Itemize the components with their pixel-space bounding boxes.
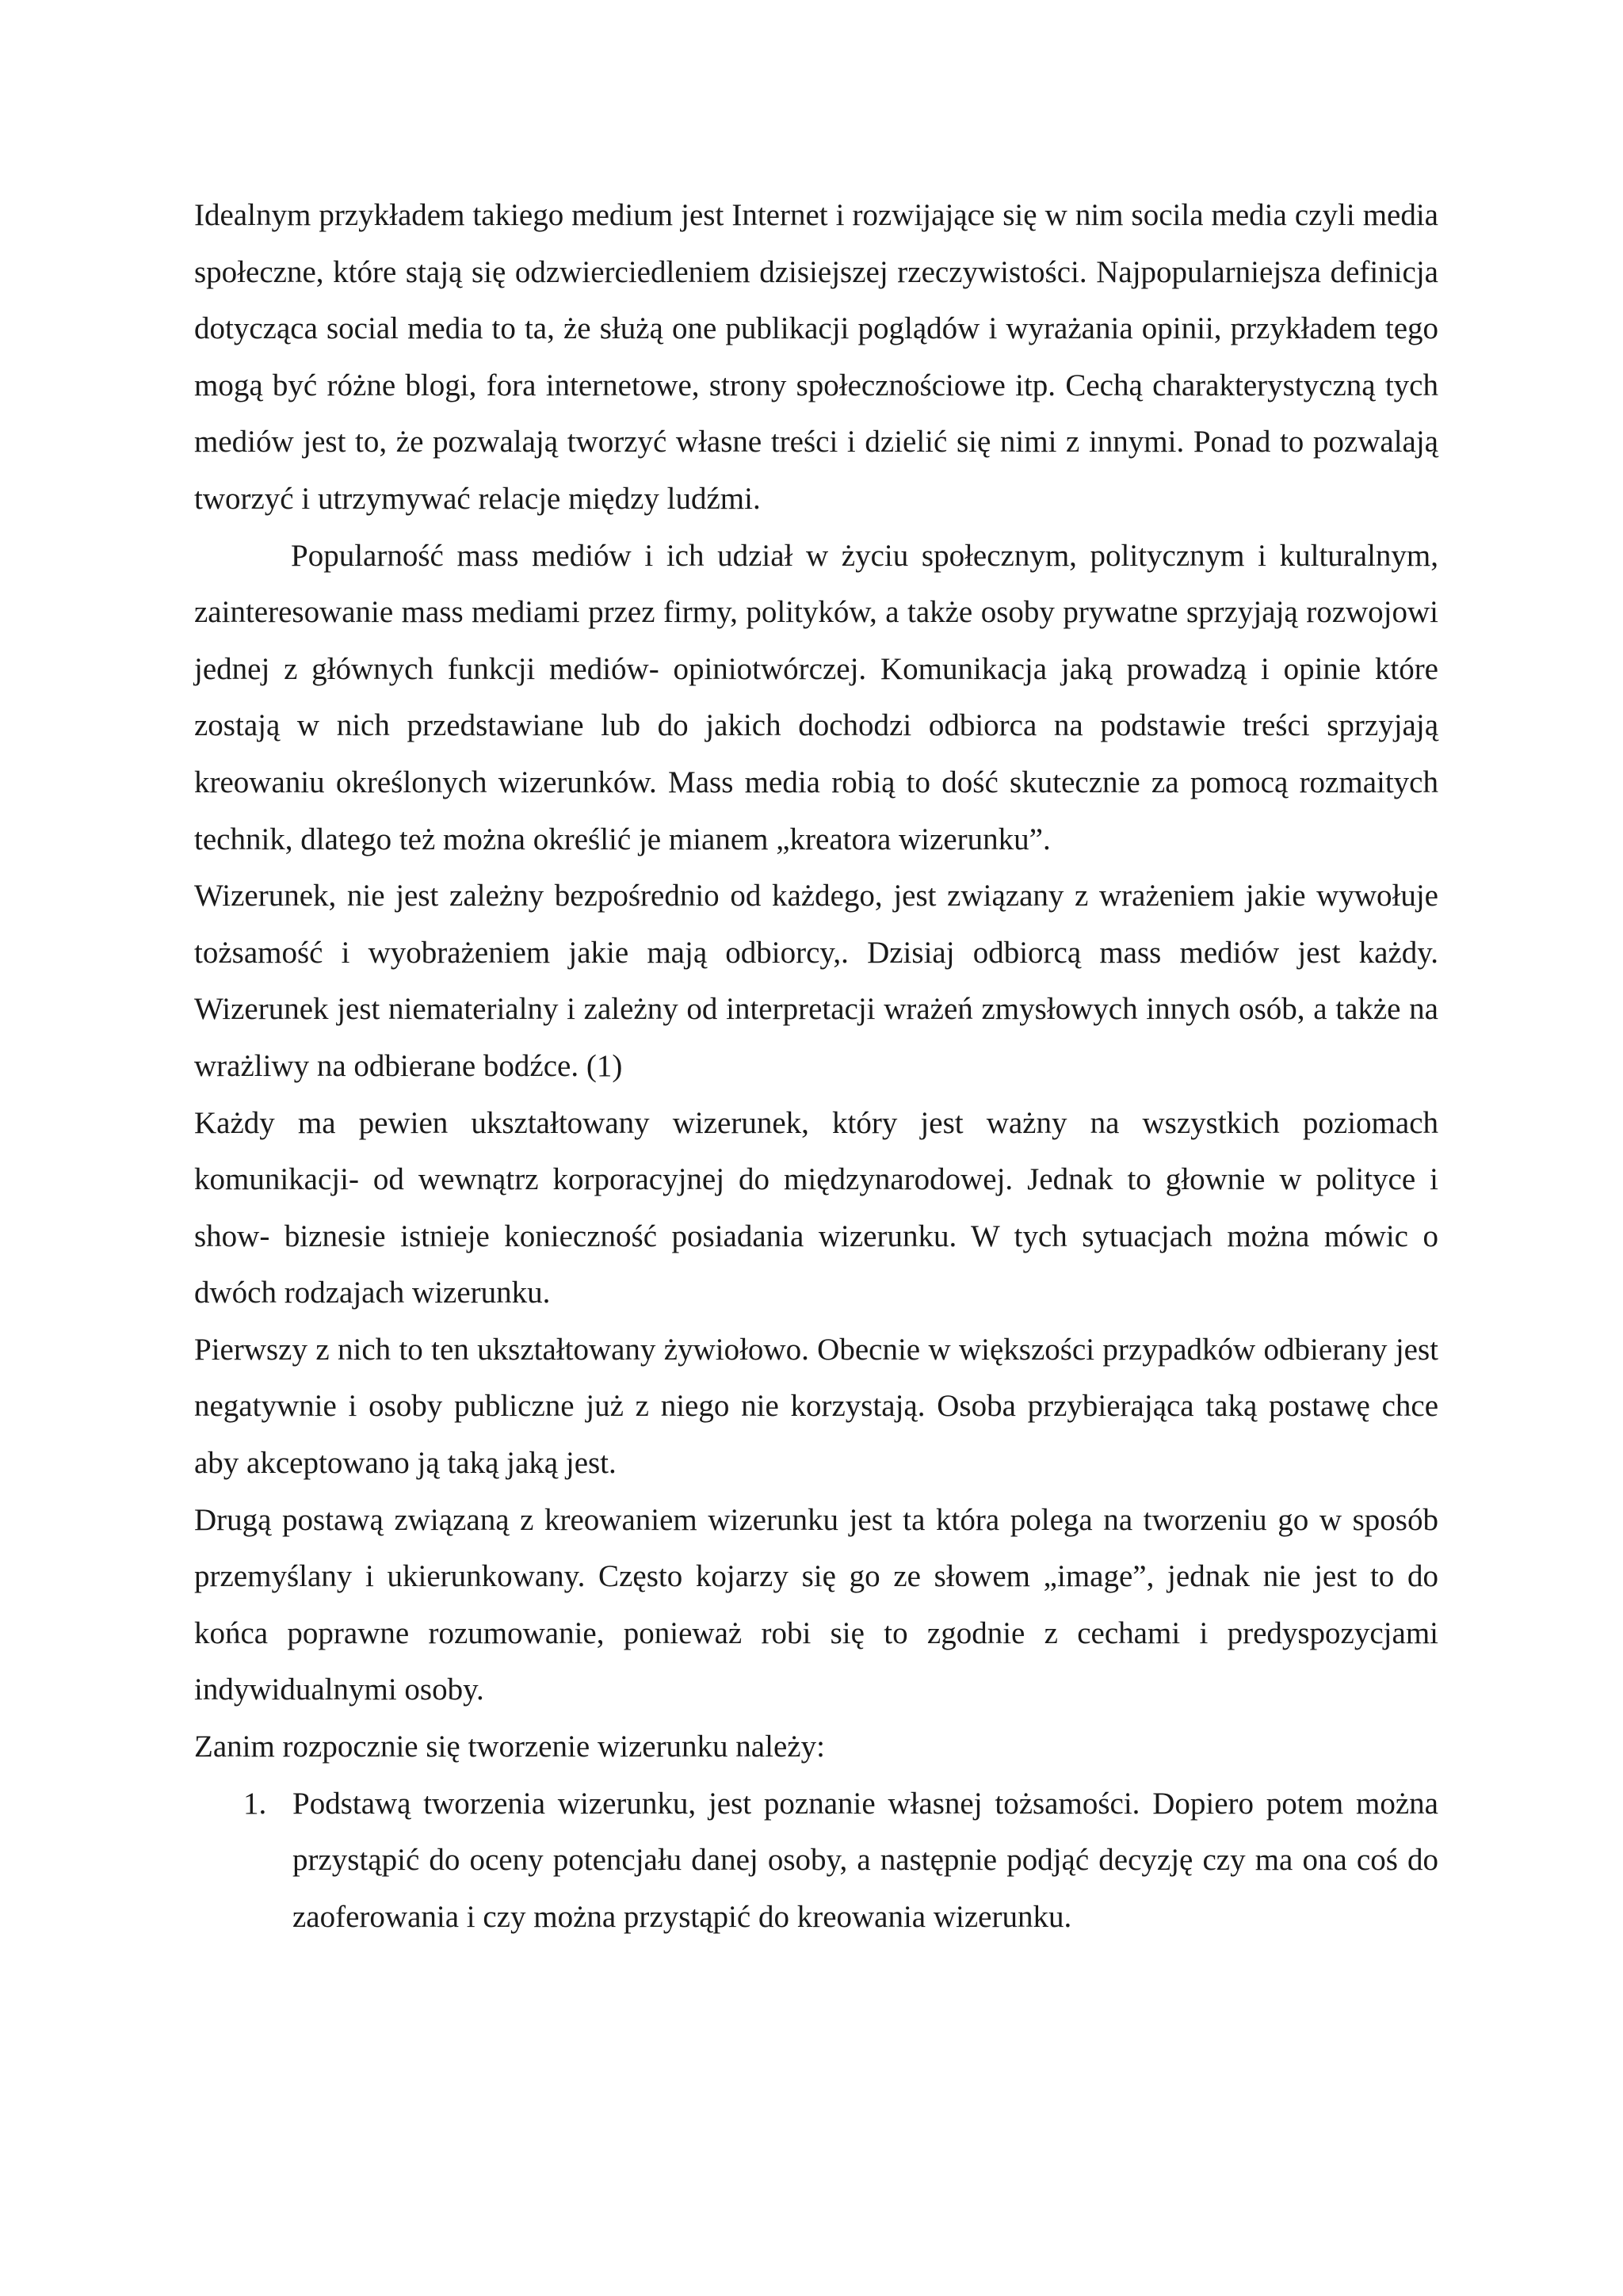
paragraph-spontaneous-image: Pierwszy z nich to ten ukształtowany żywiołowo. Obecnie w większości przypadków odbierany jest negatywnie i osoby publiczne już z niego nie korzystają. Osoba przybierająca taką postawę chce aby akceptowano ją taką jaką jest.: [194, 1332, 1438, 1481]
paragraph-image-definition: Wizerunek, nie jest zależny bezpośrednio od każdego, jest związany z wrażeniem jakie wywołuje tożsamość i wyobrażeniem jakie mają odbiorcy,. Dzisiaj odbiorcą mass mediów jest każdy. Wizerunek jest niematerialny i zależny od interpretacji wrażeń zmysłowych innych osób, a także na wrażliwy na odbierane bodźce. (1): [194, 879, 1438, 1083]
paragraph-mass-media-popularity: Popularność mass mediów i ich udział w życiu społecznym, politycznym i kulturalnym, zainteresowanie mass mediami przez firmy, polityków, a także osoby prywatne sprzyjają rozwojowi jednej z głównych funkcji mediów- opiniotwórczej. Komunikacja jaką prowadzą i opinie które zostają w nich przedstawiane lub do jakich dochodzi odbiorca na podstawie treści sprzyjają kreowaniu określonych wizerunków. Mass media robią to dość skutecznie za pomocą rozmaitych technik, dlatego też można określić je mianem „kreatora wizerunku”.: [194, 538, 1438, 856]
paragraph-deliberate-image: Drugą postawą związaną z kreowaniem wizerunku jest ta która polega na tworzeniu go w sposób przemyślany i ukierunkowany. Często kojarzy się go ze słowem „image”, jednak nie jest to do końca poprawne rozumowanie, ponieważ robi się to zgodnie z cechami i predyspozycjami indywidualnymi osoby.: [194, 1502, 1438, 1707]
paragraph-social-media: Idealnym przykładem takiego medium jest Internet i rozwijające się w nim socila media czyli media społeczne, które stają się odzwierciedleniem dzisiejszej rzeczywistości. Najpopularniejsza definicja dotycząca social media to ta, że służą one publikacji poglądów i wyrażania opinii, przykładem tego mogą być różne blogi, fora internetowe, strony społecznościowe itp. Cechą charakterystyczną tych mediów jest to, że pozwalają tworzyć własne treści i dzielić się nimi z innymi. Ponad to pozwalają tworzyć i utrzymywać relacje między ludźmi.: [194, 198, 1438, 516]
list-item: [194, 1775, 1438, 1946]
numbered-list: [194, 1775, 1438, 1946]
list-item-number: 1.: [243, 1786, 267, 1821]
paragraph-list-intro: Zanim rozpocznie się tworzenie wizerunku należy:: [194, 1730, 825, 1764]
paragraph-image-levels: Każdy ma pewien ukształtowany wizerunek, który jest ważny na wszystkich poziomach komunikacji- od wewnątrz korporacyjnej do międzynarodowej. Jednak to głownie w polityce i show- biznesie istnieje konieczność posiadania wizerunku. W tych sytuacjach można mówic o dwóch rodzajach wizerunku.: [194, 1105, 1438, 1310]
list-item-text: Podstawą tworzenia wizerunku, jest poznanie własnej tożsamości. Dopiero potem można przystąpić do oceny potencjału danej osoby, a następnie podjąć decyzję czy ma ona coś do zaoferowania i czy można przystąpić do kreowania wizerunku.: [292, 1786, 1438, 1934]
document-body: [194, 187, 1438, 1945]
